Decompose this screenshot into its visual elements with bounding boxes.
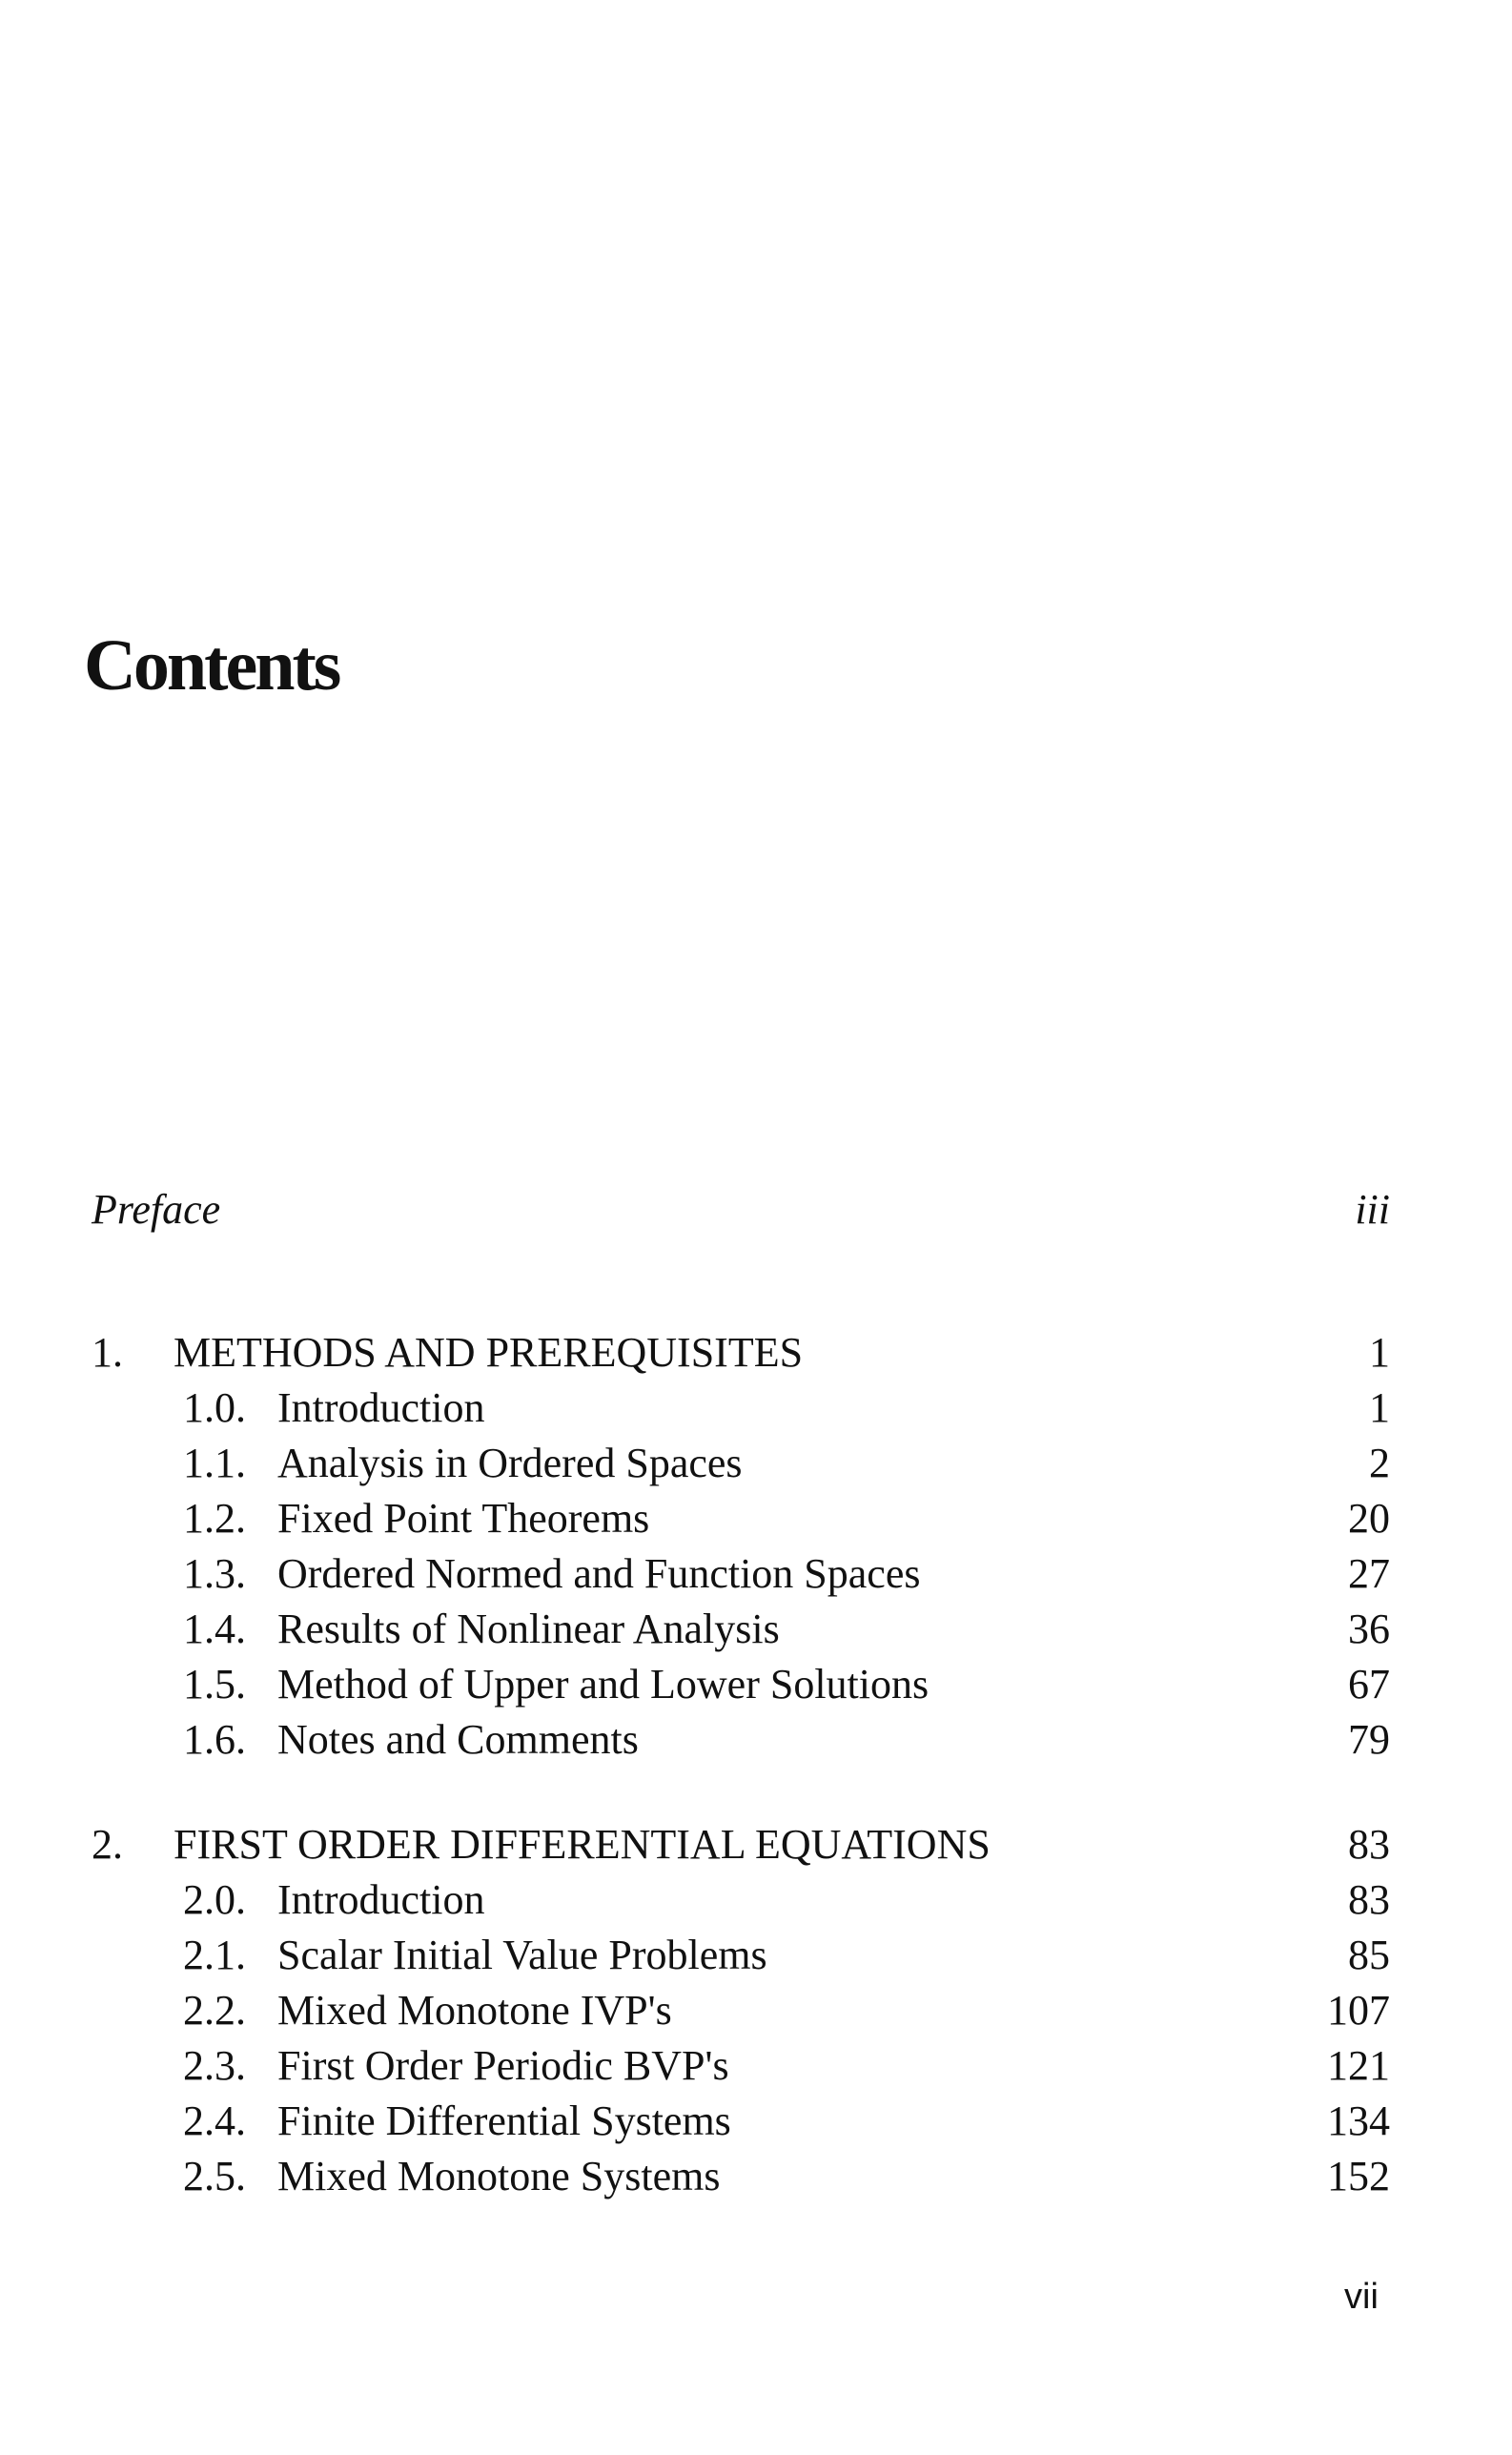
toc-entry-chapter[interactable] xyxy=(92,1325,1390,1381)
section-number: 1.1. xyxy=(183,1440,246,1486)
preface-label: Preface xyxy=(92,1186,221,1233)
section-number: 2.1. xyxy=(183,1932,246,1978)
section-title: Results of Nonlinear Analysis xyxy=(277,1606,780,1652)
toc-entry-section[interactable] xyxy=(92,1712,1390,1768)
section-number: 1.4. xyxy=(183,1606,246,1652)
table-of-contents xyxy=(92,1182,1390,2204)
section-number: 1.6. xyxy=(183,1716,246,1763)
chapter-number: 2. xyxy=(92,1821,123,1868)
section-page-number: 107 xyxy=(1327,1987,1390,2034)
section-number: 1.3. xyxy=(183,1550,246,1597)
section-title: Scalar Initial Value Problems xyxy=(277,1932,767,1978)
toc-entry-section[interactable] xyxy=(92,1872,1390,1928)
toc-entry-section[interactable] xyxy=(92,1546,1390,1602)
chapter-1 xyxy=(92,1325,1390,1768)
chapter-title: FIRST ORDER DIFFERENTIAL EQUATIONS xyxy=(174,1821,991,1868)
section-number: 2.2. xyxy=(183,1987,246,2034)
section-title: Method of Upper and Lower Solutions xyxy=(277,1661,930,1708)
toc-entry-section[interactable] xyxy=(92,1928,1390,1983)
toc-entry-section[interactable] xyxy=(92,1983,1390,2038)
section-number: 2.5. xyxy=(183,2153,246,2199)
toc-entry-section[interactable] xyxy=(92,1657,1390,1712)
section-title: Fixed Point Theorems xyxy=(277,1495,650,1542)
section-page-number: 1 xyxy=(1369,1384,1390,1431)
section-page-number: 67 xyxy=(1348,1661,1390,1708)
chapter-title: METHODS AND PREREQUISITES xyxy=(174,1329,804,1376)
chapter-2 xyxy=(92,1817,1390,2204)
toc-entry-section[interactable] xyxy=(92,1381,1390,1436)
section-page-number: 121 xyxy=(1327,2042,1390,2089)
section-page-number: 20 xyxy=(1348,1495,1390,1542)
chapter-page-number: 83 xyxy=(1348,1821,1390,1868)
section-page-number: 27 xyxy=(1348,1550,1390,1597)
toc-entry-section[interactable] xyxy=(92,1602,1390,1657)
section-title: Introduction xyxy=(277,1384,485,1431)
toc-entry-section[interactable] xyxy=(92,2038,1390,2094)
page-title: Contents xyxy=(84,625,339,706)
toc-entry-section[interactable] xyxy=(92,1491,1390,1546)
section-page-number: 152 xyxy=(1327,2153,1390,2199)
section-title: Ordered Normed and Function Spaces xyxy=(277,1550,921,1597)
chapter-page-number: 1 xyxy=(1369,1329,1390,1376)
toc-entry-preface[interactable] xyxy=(92,1182,1390,1238)
section-page-number: 79 xyxy=(1348,1716,1390,1763)
section-page-number: 2 xyxy=(1369,1440,1390,1486)
section-number: 2.4. xyxy=(183,2097,246,2144)
toc-entry-section[interactable] xyxy=(92,2094,1390,2149)
section-number: 2.0. xyxy=(183,1876,246,1923)
section-title: Introduction xyxy=(277,1876,485,1923)
section-number: 1.0. xyxy=(183,1384,246,1431)
section-title: Analysis in Ordered Spaces xyxy=(277,1440,743,1486)
section-number: 1.2. xyxy=(183,1495,246,1542)
section-page-number: 36 xyxy=(1348,1606,1390,1652)
section-title: Mixed Monotone Systems xyxy=(277,2153,721,2199)
section-number: 1.5. xyxy=(183,1661,246,1708)
section-page-number: 85 xyxy=(1348,1932,1390,1978)
section-title: First Order Periodic BVP's xyxy=(277,2042,729,2089)
toc-entry-section[interactable] xyxy=(92,1436,1390,1491)
section-title: Notes and Comments xyxy=(277,1716,639,1763)
preface-page-number: iii xyxy=(1355,1186,1390,1233)
section-page-number: 134 xyxy=(1327,2097,1390,2144)
section-page-number: 83 xyxy=(1348,1876,1390,1923)
section-title: Mixed Monotone IVP's xyxy=(277,1987,672,2034)
section-number: 2.3. xyxy=(183,2042,246,2089)
toc-entry-section[interactable] xyxy=(92,2149,1390,2204)
section-title: Finite Differential Systems xyxy=(277,2097,731,2144)
chapter-number: 1. xyxy=(92,1329,123,1376)
page-folio: vii xyxy=(1344,2277,1379,2317)
toc-entry-chapter[interactable] xyxy=(92,1817,1390,1872)
